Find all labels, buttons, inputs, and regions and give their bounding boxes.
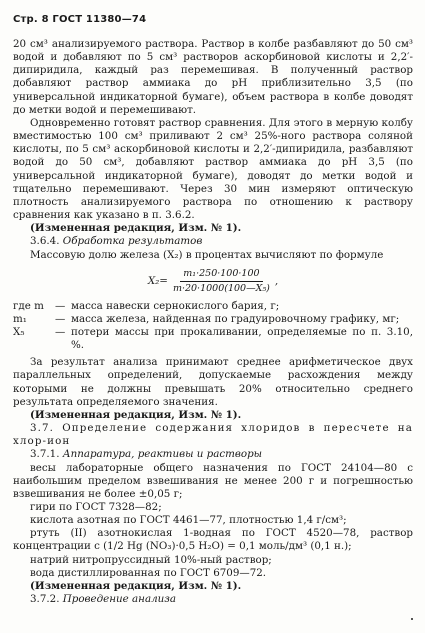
section-3-7-1-title: Аппаратура, реактивы и растворы [62,448,263,461]
section-3-7-heading: 3.7. Определение содержания хлоридов в пересчете на хлор-ион [13,422,413,448]
section-3-7-1-number: 3.7.1. [30,448,60,461]
item-weights: гири по ГОСТ 7328—82; [30,501,162,513]
formula-tail: , [274,274,279,287]
definition-m1 [13,313,413,326]
paragraph-formula-intro: Массовую долю железа (X₂) в процентах вычисляют по формуле [30,248,384,261]
formula-numerator: m₁·250·100·100 [180,268,262,282]
definition-x5 [13,326,413,352]
item-nitric-acid: кислота азотная по ГОСТ 4461—77, плотностью 1,4 г/см³; [30,514,347,527]
definition-symbol: m₁ [13,312,27,325]
definition-text: потери массы при прокаливании, определяемые по п. 3.10, %. [71,325,413,352]
definition-symbol: X₅ [13,325,25,338]
section-3-6-4-number: 3.6.4. [30,235,60,248]
formula-lhs: X₂= [147,274,168,287]
revision-note-3: (Измененная редакция, Изм. № 1). [30,579,242,592]
formula-fraction [170,268,273,295]
definition-symbol: где m [13,299,44,312]
definition-dash: — [55,325,66,338]
revision-note-2: (Измененная редакция, Изм. № 1). [30,408,242,421]
revision-note-1: (Измененная редакция, Изм. № 1). [30,222,242,235]
definition-dash: — [55,312,66,325]
paragraph-reference-solution: Одновременно готовят раствор сравнения. Для этого в мерную колбу вместимостью 100 см³ приливают 2 см³ 25%-ного раствора соляной кислоты, по 5 см³ аскорбиновой кислоты и 2,2′-дипиридила, разбавляют водой до 50 см³, добавляют раствор аммиака до pH 3,5 (по универсальной индикаторной бумаге), доводят до метки водой и тщательно перемешивают. Через 30 мин измеряют оптическую плотность анализируемого раствора по отношению к раствору сравнения как указано в п. 3.6.2. [13,116,413,222]
paragraph-continued: 20 см³ анализируемого раствора. Раствор в колбе разбавляют до 50 см³ водой и добавляют по 5 см³ растворов аскорбиновой кислоты и 2,2′-дипиридила, каждый раз перемешивая. В полученный раствор добавляют раствор аммиака до pH приблизительно 3,5 (по универсальной индикаторной бумаге), объем раствора в колбе доводят до метки водой и перемешивают. [13,38,413,116]
document-body [13,38,413,606]
definition-dash: — [55,299,66,312]
item-distilled-water: вода дистиллированная по ГОСТ 6709—72. [30,566,267,579]
page-header: Стр. 8 ГОСТ 11380—74 [13,14,147,25]
variable-definitions [13,300,413,353]
section-3-6-4-heading [13,235,413,248]
section-3-7-2-heading [13,593,413,606]
definition-text: масса навески сернокислого бария, г; [71,299,280,312]
section-3-7-2-title: Проведение анализа [62,593,177,606]
formula-denominator: m·20·1000(100—X₅) [172,282,270,294]
definition-m [13,300,413,313]
item-mercury-nitrate: ртуть (II) азотнокислая 1-водная по ГОСТ 4520—78, раствор концентрации c (1/2 Hg (NO₃)·0,5 H₂O) = 0,1 моль/дм³ (0,1 н.); [13,527,413,553]
item-sodium-nitroprusside: натрий нитропруссидный 10%-ный раствор; [30,553,272,566]
section-3-6-4-title: Обработка результатов [62,235,203,248]
formula-x2 [13,268,413,295]
definition-text: масса железа, найденная по градуировочному графику, мг; [71,312,400,325]
item-scales: весы лабораторные общего назначения по ГОСТ 24104—80 с наибольшим пределом взвешивания не менее 200 г и погрешностью взвешивания не более ±0,05 г; [13,461,413,500]
section-3-7-2-number: 3.7.2. [30,593,60,606]
section-3-7-1-heading [13,448,413,461]
scan-dot [411,618,413,620]
paragraph-result: За результат анализа принимают среднее арифметическое двух параллельных определений, допускаемые расхождения между которыми не должны превышать 20% относительно среднего результата определяемого значения. [13,356,413,408]
